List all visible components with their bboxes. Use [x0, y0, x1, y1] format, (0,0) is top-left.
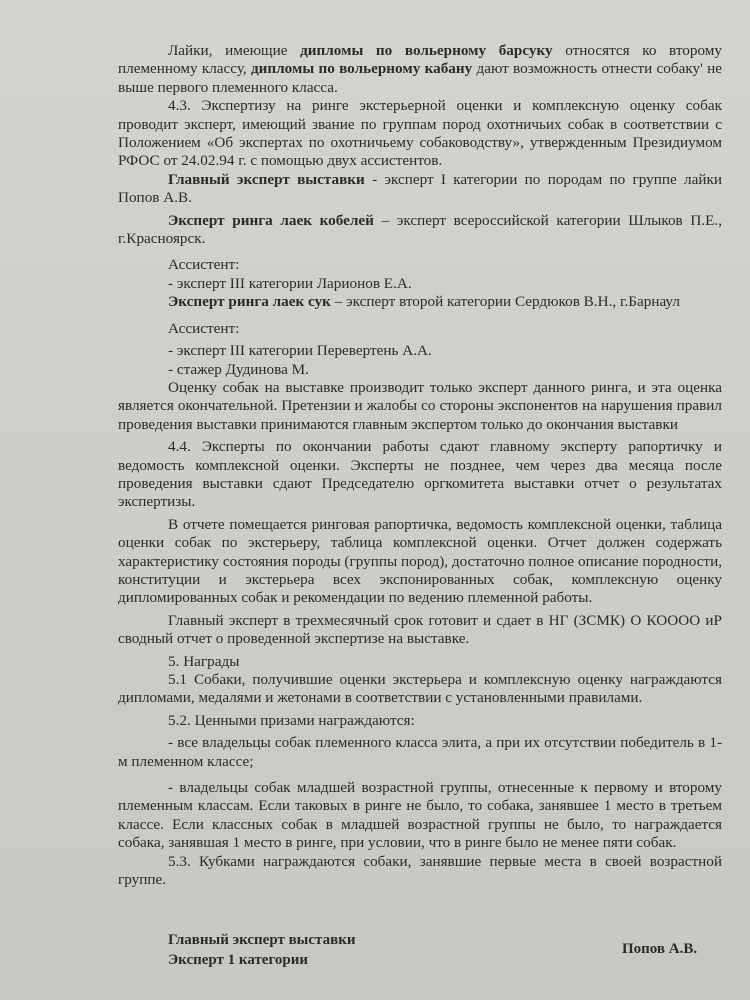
paragraph-5-1: 5.1 Собаки, получившие оценки экстерьера и комплексную оценку награждаются дипломами, медалями и жетонами в соответствии с установленными правилами.	[118, 671, 722, 707]
assistant-larionov: - эксперт III категории Ларионов Е.А.	[168, 274, 412, 292]
assistant-perevertin: - эксперт III категории Перевертень А.А.	[168, 342, 432, 360]
assistant-label-1: Ассистент:	[168, 256, 240, 274]
paragraph-laika-diplomas: Лайки, имеющие дипломы по вольерному барсуку относятся ко второму племенному классу, дипломы по вольерному кабану дают возможность отнести собаку' не выше первого племенного класса.	[118, 42, 722, 96]
paragraph-male-ring-expert: Эксперт ринга лаек кобелей – эксперт всероссийской категории Шлыков П.Е., г.Красноярск.	[118, 211, 723, 248]
paragraph-summary-report: Главный эксперт в трехмесячный срок готовит и сдает в НГ (ЗСМК) О КОООО иР сводный отчет о проведенной экспертизе на выставке.	[118, 611, 722, 648]
trainee-dudinova: - стажер Дудинова М.	[168, 360, 309, 378]
bold-boar-diplomas: дипломы по вольерному кабану	[250, 60, 473, 78]
paragraph-elite-owners: - все владельцы собак племенного класса элита, а при их отсутствии победитель в 1-м племенном классе;	[118, 734, 722, 770]
paragraph-5-2: 5.2. Ценными призами награждаются:	[168, 711, 415, 729]
bold-badger-diplomas: дипломы по вольерному барсуку	[300, 42, 553, 59]
paragraph-report-contents: В отчете помещается ринговая рапортичка, ведомость комплексной оценки, таблица оценки собак по экстерьеру, таблица комплексной оценки. Отчет должен содержать характеристику состояния породы (группы пород), достаточно полное описание породности, конституции и экстерьера всех экспонированных собак, комплексную оценку дипломированных собак и рекомендации по ведению племенной работы.	[118, 515, 722, 607]
signature-category: Эксперт 1 категории	[168, 952, 309, 968]
paragraph-4-4: 4.4. Эксперты по окончании работы сдают главному эксперту рапортичку и ведомость комплексной оценки. Эксперты не позднее, чем через два месяца после проведения выставки сдают Председателю оргкомитета выставки отчет о результатах экспертизы.	[118, 438, 722, 511]
paragraph-4-3: 4.3. Экспертизу на ринге экстерьерной оценки и комплексную оценку собак проводит эксперт, имеющий звание по группам пород охотничьих собак в соответствии с Положением «Об экспертах по охотничьему собаководству», утвержденным Президиумом РФОС от 24.02.94 г. с помощью двух ассистентов.	[118, 97, 722, 170]
paragraph-female-ring-expert: Эксперт ринга лаек сук – эксперт второй категории Сердюков В.Н., г.Барнаул	[168, 293, 680, 311]
signature-title: Главный эксперт выставки	[168, 932, 356, 948]
paragraph-chief-expert: Главный эксперт выставки - эксперт I категории по породам по группе лайки Попов А.В.	[118, 170, 722, 207]
paragraph-5-3: 5.3. Кубками награждаются собаки, занявшие первые места в своей возрастной группе.	[118, 852, 722, 889]
section-awards-heading: 5. Награды	[168, 652, 240, 670]
paragraph-junior-owners: - владельцы собак младшей возрастной группы, отнесенные к первому и второму племенным классам. Если таковых в ринге не было, то собака, занявшее 1 место в третьем классе. Если классных собак в младшей возрастной группы не было, то награждается собака, занявшая 1 место в ринге, при условии, что в ринге было не менее пяти собак.	[118, 779, 722, 852]
signature-block	[168, 930, 356, 970]
paragraph-final-assessment: Оценку собак на выставке производит только эксперт данного ринга, и эта оценка является окончательной. Претензии и жалобы со стороны экспонентов на нарушения правил проведения выставки принимаются главным экспертом только до окончания выставки	[118, 378, 722, 433]
assistant-label-2: Ассистент:	[168, 319, 240, 337]
signature-name: Попов А.В.	[622, 941, 698, 957]
